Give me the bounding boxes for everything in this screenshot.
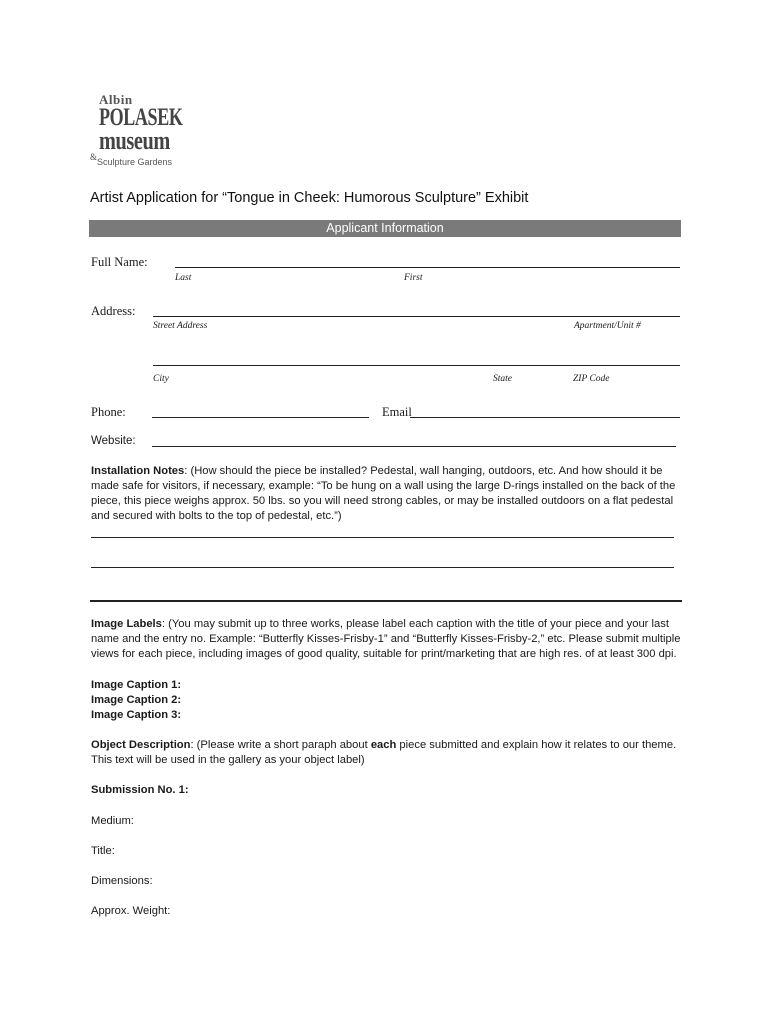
image-labels-label: Image Labels (91, 618, 162, 630)
city-state-zip-field[interactable] (153, 365, 680, 366)
installation-line-1: : (How should the piece be installed? Pedestal, wall hanging, outdoors, etc. And how should it be (184, 465, 663, 477)
website-label: Website: (91, 435, 136, 447)
logo-albin: Albin (99, 92, 133, 107)
state-caption: State (493, 374, 512, 384)
title-field[interactable]: Title: (91, 845, 115, 857)
phone-field[interactable] (152, 417, 369, 418)
phone-label: Phone: (91, 405, 126, 419)
installation-notes-field-2[interactable] (91, 567, 674, 568)
installation-line-3: piece, this piece weighs approx. 50 lbs. so you will need strong cables, or may be installed outdoors on a flat pedestal (91, 495, 674, 507)
logo-gardens: Sculpture Gardens (97, 157, 173, 167)
page-title: Artist Application for “Tongue in Cheek: Humorous Sculpture” Exhibit (90, 190, 529, 206)
first-name-caption: First (404, 273, 423, 283)
city-caption: City (153, 374, 169, 384)
section-divider (90, 600, 682, 602)
website-field[interactable] (152, 446, 676, 447)
medium-field[interactable]: Medium: (91, 815, 134, 827)
object-description-line-2: This text will be used in the gallery as your object label) (91, 754, 365, 766)
email-label: Email (382, 405, 412, 419)
apartment-caption: Apartment/Unit # (574, 321, 641, 331)
dimensions-field[interactable]: Dimensions: (91, 875, 153, 887)
image-caption-3[interactable]: Image Caption 3: (91, 709, 182, 721)
address-label: Address: (91, 304, 136, 318)
full-name-field[interactable] (175, 267, 680, 268)
installation-notes-label: Installation Notes (91, 465, 185, 477)
installation-notes (91, 464, 691, 524)
object-description-instructions (91, 738, 691, 768)
image-labels-line-1: : (You may submit up to three works, please label each caption with the title of your piece and your last (161, 618, 669, 630)
object-description-emphasis: each (370, 739, 397, 751)
object-description-text-1: : (Please write a short paraph about (190, 739, 371, 751)
object-description-text-2: piece submitted and explain how it relates to our theme. (396, 739, 677, 751)
full-name-label: Full Name: (91, 255, 148, 269)
street-address-field[interactable] (153, 316, 680, 317)
image-labels-line-2: name and the entry no. Example: “Butterfly Kisses-Frisby-1” and “Butterfly Kisses-Frisby-2,” etc. Please submit multiple (91, 633, 681, 645)
museum-logo (88, 92, 183, 174)
image-caption-1[interactable]: Image Caption 1: (91, 679, 182, 691)
logo-polasek: POLASEK (99, 104, 183, 131)
image-labels-instructions (91, 617, 691, 662)
installation-notes-field-1[interactable] (91, 537, 674, 538)
logo-museum: museum (99, 126, 170, 155)
image-captions (91, 678, 181, 723)
object-description-label: Object Description (91, 739, 191, 751)
installation-line-2: made safe for visitors, if necessary, example: “To be hung on a wall using the large D-rings installed on the back of the (91, 480, 676, 492)
image-labels-line-3: views for each piece, including images of good quality, suitable for print/marketing that are high res. of at least 300 dpi. (91, 648, 677, 660)
installation-line-4: and secured with bolts to the top of pedestal, etc.”) (91, 510, 342, 522)
email-field[interactable] (410, 417, 680, 418)
submission-heading: Submission No. 1: (91, 784, 189, 796)
logo-ampersand: & (90, 152, 98, 162)
section-header-applicant: Applicant Information (89, 220, 681, 237)
image-caption-2[interactable]: Image Caption 2: (91, 694, 182, 706)
last-name-caption: Last (175, 273, 192, 283)
street-address-caption: Street Address (153, 321, 208, 331)
zip-caption: ZIP Code (573, 374, 610, 384)
weight-field[interactable]: Approx. Weight: (91, 905, 171, 917)
